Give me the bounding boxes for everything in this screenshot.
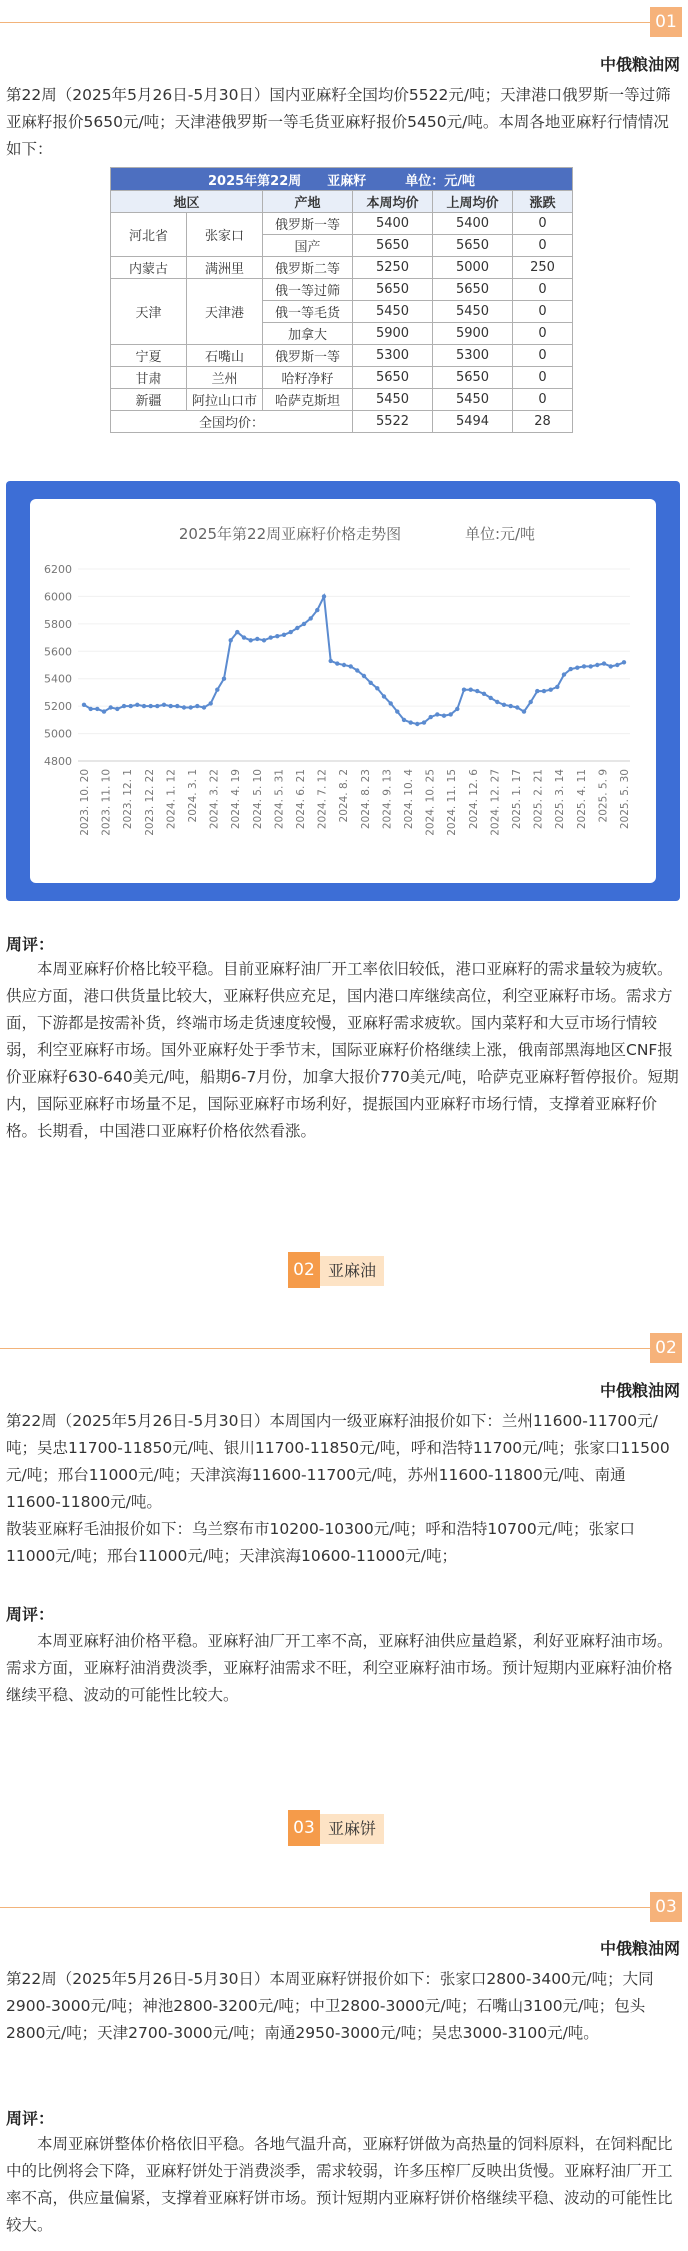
table-cell: 阿拉山口市: [187, 389, 263, 411]
data-point: [255, 637, 259, 641]
data-point: [369, 681, 373, 685]
data-point: [529, 700, 533, 704]
table-cell: 0: [513, 389, 573, 411]
section-badge: 03: [650, 1892, 682, 1922]
table-cell: 5300: [433, 345, 513, 367]
table-cell: 0: [513, 345, 573, 367]
data-point: [202, 705, 206, 709]
data-point: [109, 705, 113, 709]
table-cell: 内蒙古: [111, 257, 187, 279]
table-cell: 加拿大: [263, 323, 353, 345]
data-point: [349, 664, 353, 668]
table-cell: 5400: [353, 213, 433, 235]
table-cell: 石嘴山: [187, 345, 263, 367]
data-point: [89, 707, 93, 711]
data-point: [162, 703, 166, 707]
table-cell: 250: [513, 257, 573, 279]
intro-paragraph: 第22周（2025年5月26日-5月30日）本周亚麻籽饼报价如下：张家口2800-3400元/吨；大同2900-3000元/吨；神池2800-3200元/吨；中卫2800-3000元/吨；石嘴山3100元/吨；包头2800元/吨；天津2700-3000元/吨；南通2950-3000元/吨；吴忠3000-3100元/吨。: [6, 1970, 654, 2042]
data-point: [182, 705, 186, 709]
section-divider: [0, 1907, 650, 1908]
data-point: [282, 633, 286, 637]
table-cell: 甘肃: [111, 367, 187, 389]
x-tick-label: 2024. 10. 4: [403, 769, 415, 830]
y-tick-label: 5800: [44, 617, 72, 631]
data-point: [415, 722, 419, 726]
data-point: [489, 696, 493, 700]
data-point: [149, 704, 153, 708]
data-point: [542, 689, 546, 693]
table-cell: 5900: [353, 323, 433, 345]
data-point: [595, 663, 599, 667]
data-point: [622, 660, 626, 664]
chart-panel: [30, 499, 656, 883]
table-cell: 哈萨克斯坦: [263, 389, 353, 411]
data-point: [329, 659, 333, 663]
x-tick-label: 2024. 3. 22: [208, 769, 221, 830]
data-point: [215, 688, 219, 692]
x-tick-label: 2025. 4. 11: [575, 769, 588, 830]
y-tick-label: 4800: [44, 755, 72, 768]
table-header: 上周均价: [433, 191, 513, 213]
x-tick-label: 2024. 9. 13: [381, 769, 394, 830]
table-title: 2025年第22周 亚麻籽 单位：元/吨: [111, 168, 573, 191]
data-point: [402, 718, 406, 722]
table-cell: 俄罗斯一等: [263, 213, 353, 235]
table-row: [111, 257, 573, 279]
x-tick-label: 2025. 3. 14: [554, 769, 567, 830]
intro-paragraph: 第22周（2025年5月26日-5月30日）本周国内一级亚麻籽油报价如下：兰州11600-11700元/吨；吴忠11700-11850元/吨、银川11700-11850元/吨，呼和浩特11700元/吨；张家口11500元/吨；邢台11000元/吨；天津滨海11600-11700元/吨，苏州11600-11800元/吨、南通11600-11800元/吨。 散装亚麻籽毛油报价如下：乌兰察布市10200-10300元/吨；呼和浩特10700元/吨；张家口11000元/吨；邢台11000元/吨；天津滨海10600-11000元/吨；: [6, 1412, 670, 1565]
data-point: [315, 608, 319, 612]
data-point: [155, 704, 159, 708]
table-cell: 俄罗斯二等: [263, 257, 353, 279]
comment-label: 周评：: [6, 1605, 55, 1624]
table-cell: 0: [513, 235, 573, 257]
table-cell: 5650: [433, 279, 513, 301]
data-point: [569, 667, 573, 671]
section-badge: 02: [650, 1333, 682, 1363]
table-row: [111, 213, 573, 235]
data-point: [302, 622, 306, 626]
data-point: [442, 714, 446, 718]
data-point: [275, 634, 279, 638]
table-cell: 5000: [433, 257, 513, 279]
data-point: [249, 638, 253, 642]
table-cell: 0: [513, 301, 573, 323]
intro-paragraph: 第22周（2025年5月26日-5月30日）国内亚麻籽全国均价5522元/吨；天津港口俄罗斯一等过筛亚麻籽报价5650元/吨；天津港俄罗斯一等毛货亚麻籽报价5450元/吨。本周各地亚麻籽行情情况如下：: [6, 86, 671, 158]
data-point: [509, 704, 513, 708]
data-point: [195, 704, 199, 708]
table-cell: 5450: [433, 301, 513, 323]
data-point: [335, 661, 339, 665]
data-point: [129, 704, 133, 708]
data-point: [142, 704, 146, 708]
table-cell: 5450: [353, 389, 433, 411]
data-point: [322, 594, 326, 598]
table-cell: 宁夏: [111, 345, 187, 367]
table-total-row: [111, 411, 573, 433]
x-tick-label: 2024. 1. 12: [165, 769, 178, 830]
data-point: [589, 664, 593, 668]
category-name: 亚麻油: [320, 1256, 384, 1286]
comment-paragraph: 本周亚麻籽油价格平稳。亚麻籽油厂开工率不高，亚麻籽油供应量趋紧，利好亚麻籽油市场。需求方面，亚麻籽油消费淡季，亚麻籽油需求不旺，利空亚麻籽油市场。预计短期内亚麻籽油价格继续平稳、波动的可能性比较大。: [6, 1632, 673, 1704]
data-point: [522, 709, 526, 713]
y-tick-label: 5400: [44, 672, 72, 686]
data-point: [455, 707, 459, 711]
x-tick-label: 2024. 4. 19: [230, 769, 243, 830]
data-point: [422, 720, 426, 724]
x-tick-label: 2025. 5. 30: [619, 769, 631, 830]
table-cell: 0: [513, 279, 573, 301]
data-point: [602, 661, 606, 665]
chart-title: 2025年第22周亚麻籽价格走势图: [178, 525, 402, 543]
table-cell: 5650: [433, 367, 513, 389]
data-point: [102, 709, 106, 713]
table-header: 产地: [263, 191, 353, 213]
section-badge: 01: [650, 7, 682, 37]
y-tick-label: 5200: [44, 700, 72, 714]
data-point: [562, 672, 566, 676]
data-point: [309, 616, 313, 620]
data-point: [135, 703, 139, 707]
table-cell: 0: [513, 323, 573, 345]
data-point: [409, 720, 413, 724]
data-point: [209, 701, 213, 705]
chart-unit: 单位:元/吨: [464, 525, 536, 543]
data-point: [502, 703, 506, 707]
table-cell: 5900: [433, 323, 513, 345]
comment-paragraph: 本周亚麻饼整体价格依旧平稳。各地气温升高，亚麻籽饼做为高热量的饲料原料，在饲料配比中的比例将会下降，亚麻籽饼处于消费淡季，需求较弱，许多压榨厂反映出货慢。亚麻籽油厂开工率不高，供应量偏紧，支撑着亚麻籽饼市场。预计短期内亚麻籽饼价格继续平稳、波动的可能性比较大。: [6, 2135, 673, 2234]
data-point: [469, 688, 473, 692]
comment-paragraph: 本周亚麻籽价格比较平稳。目前亚麻籽油厂开工率依旧较低，港口亚麻籽的需求量较为疲软。供应方面，港口供货量比较大，亚麻籽供应充足，国内港口库继续高位，利空亚麻籽市场。需求方面，下游都是按需补货，终端市场走货速度较慢，亚麻籽需求疲软。国内菜籽和大豆市场行情较弱，利空亚麻籽市场。国外亚麻籽处于季节末，国际亚麻籽价格继续上涨，俄南部黑海地区CNF报价亚麻籽630-640美元/吨，船期6-7月份，加拿大报价770美元/吨，哈萨克亚麻籽暂停报价。短期内，国际亚麻籽市场量不足，国际亚麻籽市场利好，提振国内亚麻籽市场行情，支撑着亚麻籽价格。长期看，中国港口亚麻籽价格依然看涨。: [6, 960, 679, 1140]
x-tick-label: 2024. 5. 10: [251, 769, 264, 830]
data-point: [435, 712, 439, 716]
category-number: 03: [288, 1810, 320, 1846]
x-tick-label: 2025. 5. 9: [597, 769, 610, 823]
data-point: [82, 703, 86, 707]
x-tick-label: 2024. 11. 15: [446, 769, 459, 836]
table-cell: 河北省: [111, 213, 187, 257]
price-trend-chart: [30, 499, 656, 883]
table-cell: 5650: [353, 279, 433, 301]
table-cell: 兰州: [187, 367, 263, 389]
x-tick-label: 2025. 1. 17: [511, 769, 523, 830]
table-cell: 俄一等过筛: [263, 279, 353, 301]
data-point: [535, 689, 539, 693]
data-point: [482, 692, 486, 696]
table-cell: 5450: [353, 301, 433, 323]
table-header: 涨跌: [513, 191, 573, 213]
data-point: [575, 666, 579, 670]
table-cell: 5650: [353, 367, 433, 389]
data-point: [289, 630, 293, 634]
table-cell: 0: [513, 367, 573, 389]
data-point: [555, 685, 559, 689]
table-cell: 5650: [353, 235, 433, 257]
table-cell: 张家口: [187, 213, 263, 257]
y-tick-label: 5600: [44, 645, 72, 659]
table-row: [111, 367, 573, 389]
table-row: [111, 345, 573, 367]
data-point: [235, 630, 239, 634]
x-tick-label: 2024. 7. 12: [316, 769, 329, 830]
data-point: [355, 668, 359, 672]
data-point: [269, 635, 273, 639]
x-tick-label: 2025. 2. 21: [532, 769, 545, 830]
source-label: 中俄粮油网: [599, 1381, 680, 1400]
y-tick-label: 5000: [44, 727, 72, 741]
x-tick-label: 2024. 8. 23: [359, 769, 372, 830]
table-header: 本周均价: [353, 191, 433, 213]
table-cell: 5450: [433, 389, 513, 411]
table-cell: 0: [513, 213, 573, 235]
table-cell: 俄罗斯一等: [263, 345, 353, 367]
x-tick-label: 2024. 8. 2: [338, 769, 351, 823]
chart-frame: [6, 481, 680, 901]
price-table: [110, 167, 573, 433]
x-tick-label: 2024. 10. 25: [424, 769, 437, 836]
data-point: [449, 712, 453, 716]
table-row: [111, 389, 573, 411]
section-divider: [0, 1348, 650, 1349]
y-tick-label: 6000: [44, 590, 72, 604]
x-tick-label: 2023. 12. 1: [122, 769, 135, 830]
category-name: 亚麻饼: [320, 1814, 384, 1844]
data-point: [515, 705, 519, 709]
data-point: [229, 638, 233, 642]
data-point: [549, 688, 553, 692]
comment-label: 周评：: [6, 935, 55, 954]
table-cell: 天津港: [187, 279, 263, 345]
table-cell: 满洲里: [187, 257, 263, 279]
data-point: [395, 709, 399, 713]
x-tick-label: 2023. 10. 20: [79, 769, 91, 836]
category-number: 02: [288, 1252, 320, 1288]
table-cell: 哈籽净籽: [263, 367, 353, 389]
data-point: [169, 704, 173, 708]
table-cell: 5400: [433, 213, 513, 235]
data-point: [615, 663, 619, 667]
table-cell: 5494: [433, 411, 513, 433]
source-label: 中俄粮油网: [599, 1939, 680, 1958]
table-cell: 5250: [353, 257, 433, 279]
data-point: [122, 704, 126, 708]
x-tick-label: 2023. 11. 10: [100, 769, 113, 836]
source-label: 中俄粮油网: [599, 55, 680, 74]
table-cell: 28: [513, 411, 573, 433]
x-tick-label: 2023. 12. 22: [143, 769, 156, 836]
table-row: [111, 279, 573, 301]
table-cell: 5650: [433, 235, 513, 257]
table-cell: 5522: [353, 411, 433, 433]
table-cell: 天津: [111, 279, 187, 345]
data-point: [342, 663, 346, 667]
x-tick-label: 2024. 5. 31: [273, 769, 286, 830]
data-point: [495, 700, 499, 704]
table-cell: 国产: [263, 235, 353, 257]
data-point: [242, 635, 246, 639]
x-tick-label: 2024. 6. 21: [295, 769, 307, 830]
data-point: [429, 715, 433, 719]
data-point: [295, 626, 299, 630]
table-total-label: 全国均价：: [111, 411, 353, 433]
section-divider: [0, 22, 650, 23]
data-point: [609, 664, 613, 668]
data-point: [375, 686, 379, 690]
data-point: [189, 705, 193, 709]
data-point: [115, 707, 119, 711]
x-tick-label: 2024. 3. 1: [187, 769, 199, 823]
data-point: [362, 674, 366, 678]
table-cell: 新疆: [111, 389, 187, 411]
data-point: [175, 704, 179, 708]
comment-label: 周评：: [6, 2109, 55, 2128]
x-tick-label: 2024. 12. 27: [489, 769, 502, 836]
data-point: [382, 694, 386, 698]
data-point: [462, 688, 466, 692]
data-point: [475, 689, 479, 693]
data-point: [95, 707, 99, 711]
table-cell: 5300: [353, 345, 433, 367]
y-tick-label: 6200: [44, 563, 72, 576]
data-point: [262, 638, 266, 642]
data-point: [582, 664, 586, 668]
data-point: [389, 701, 393, 705]
table-cell: 俄一等毛货: [263, 301, 353, 323]
table-header: 地区: [111, 191, 263, 213]
data-point: [222, 677, 226, 681]
x-tick-label: 2024. 12. 6: [467, 769, 480, 830]
